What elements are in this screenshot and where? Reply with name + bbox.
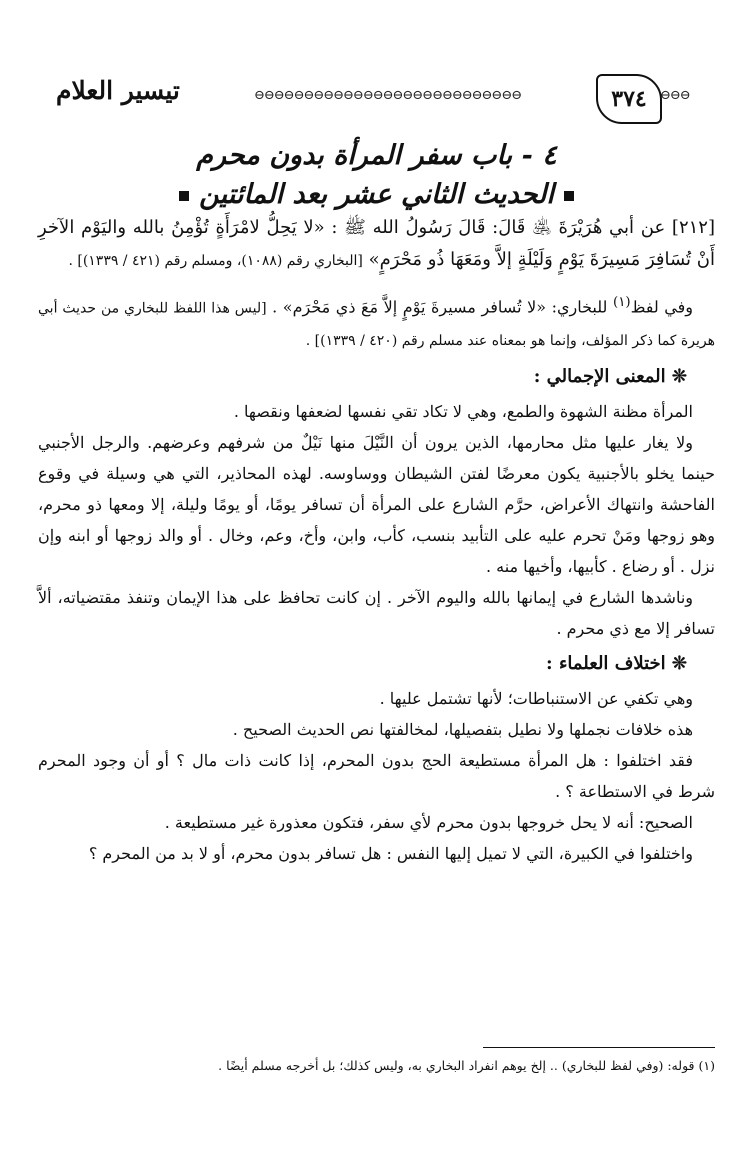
variant-note: [ليس هذا اللفظ للبخاري من حديث أبي هريرة كما ذكر المؤلف، وإنما هو بمعناه عند مسلم رقم (٤٢٠ / ١٣٣٩)] .	[38, 300, 715, 350]
paragraph: وهي تكفي عن الاستنباطات؛ لأنها تشتمل عليها .	[379, 689, 693, 709]
paragraph: المرأة مظنة الشهوة والطمع، وهي لا تكاد تقي نفسها لضعفها ونقصها .	[233, 402, 693, 422]
hadith-body: عن أبي هُرَيْرَةَ ﵁ قَالَ: قَالَ رَسُولُ الله ﷺ : «لا يَحِلُّ لامْرَأَةٍ تُؤْمِنُ بالله واليَوْم الآخرِ أَنْ تُسَافِرَ مَسِيرَةَ يَوْمٍ وَلَيْلَةٍ إلاَّ ومَعَهَا ذُو مَحْرَمٍ»	[38, 217, 715, 270]
ornament-border: ⊖⊖⊖	[660, 88, 690, 103]
section-heading-scholars-disagreement: ❊ اختلاف العلماء :	[546, 653, 687, 675]
square-bullet-icon	[179, 191, 189, 201]
footnote-number: (١)	[698, 1058, 715, 1073]
footnote-marker: (١)	[612, 295, 631, 310]
paragraph: فقد اختلفوا : هل المرأة مستطيعة الحج بدون المحرم، إذا كانت ذات مال ؟ أو أن وجود المحرم شرط في الاستطاعة ؟ .	[38, 751, 715, 802]
headings	[38, 136, 715, 214]
paragraph: الصحيح: أنه لا يحل خروجها بدون محرم لأي سفر، فتكون معذورة غير مستطيعة .	[164, 813, 693, 833]
book-page	[38, 0, 715, 1169]
footnote-divider	[483, 1047, 715, 1048]
ornament-border: ⊖⊖⊖⊖⊖⊖⊖⊖⊖⊖⊖⊖⊖⊖⊖⊖⊖⊖⊖⊖⊖⊖⊖⊖⊖⊖⊖	[254, 88, 522, 103]
footnote-text: قوله: (وفي لفظ للبخاري) .. إلخ يوهم انفراد البخاري به، وليس كذلك؛ بل أخرجه مسلم أيضًا .	[218, 1058, 695, 1073]
variant-lead: وفي لفظ	[630, 297, 693, 317]
book-title: تيسير العلام	[56, 76, 180, 105]
chapter-title: ٤ - باب سفر المرأة بدون محرم	[196, 140, 557, 171]
hadith-text	[38, 212, 715, 277]
paragraph: واختلفوا في الكبيرة، التي لا تميل إليها النفس : هل تسافر بدون محرم، أو لا بد من المحرم ؟	[88, 844, 693, 864]
square-bullet-icon	[564, 191, 574, 201]
hadith-title-text: الحديث الثاني عشر بعد المائتين	[199, 179, 554, 210]
paragraph: هذه خلافات نجملها ولا نطيل بتفصيلها، لمخالفتها نص الحديث الصحيح .	[232, 720, 693, 740]
hadith-number: [٢١٢]	[671, 217, 715, 238]
section-heading-general-meaning: ❊ المعنى الإجمالي :	[533, 366, 687, 388]
running-header	[38, 72, 715, 132]
page-number: ٣٧٤	[596, 74, 662, 124]
hadith-reference: [البخاري رقم (١٠٨٨)، ومسلم رقم (٤٢١ / ١٣٣٩)] .	[68, 253, 363, 269]
page-body	[38, 212, 715, 869]
footnote	[38, 1056, 715, 1076]
paragraph: وناشدها الشارع في إيمانها بالله واليوم الآخر . إن كانت تحافظ على هذا الإيمان وتنفذ مقتضياته، ألاَّ تسافر إلا مع ذي محرم .	[38, 588, 715, 639]
paragraph: ولا يغار عليها مثل محارمها، الذين يرون أن النَّيْلَ منها نَيْلٌ من شرفهم وعرضهم. والرجل الأجنبي حينما يخلو بالأجنبية يكون معرضًا لفتن الشيطان ووساوسه. لهذه المحاذير، التي هي وسيلة في وقوع الفاحشة وانتهاك الأعراض، حرَّم الشارع على المرأة أن تسافر يومًا، أو يومًا وليلة، إلا ومعها ذو محرم، وهو زوجها ومَنْ تحرم عليه على التأبيد بنسب، كأب، وابن، وأخ، وعم، وخال . أو والد زوجها أو ابنه وإن نزل . أو رضاع . كأبيها، وأخيها منه .	[38, 433, 716, 577]
variant-text: للبخاري: «لا تُسافر مسيرةَ يَوْمٍ إلاَّ مَعَ ذي مَحْرَم» .	[272, 297, 613, 317]
variant-paragraph	[38, 287, 715, 357]
hadith-title	[38, 176, 715, 214]
